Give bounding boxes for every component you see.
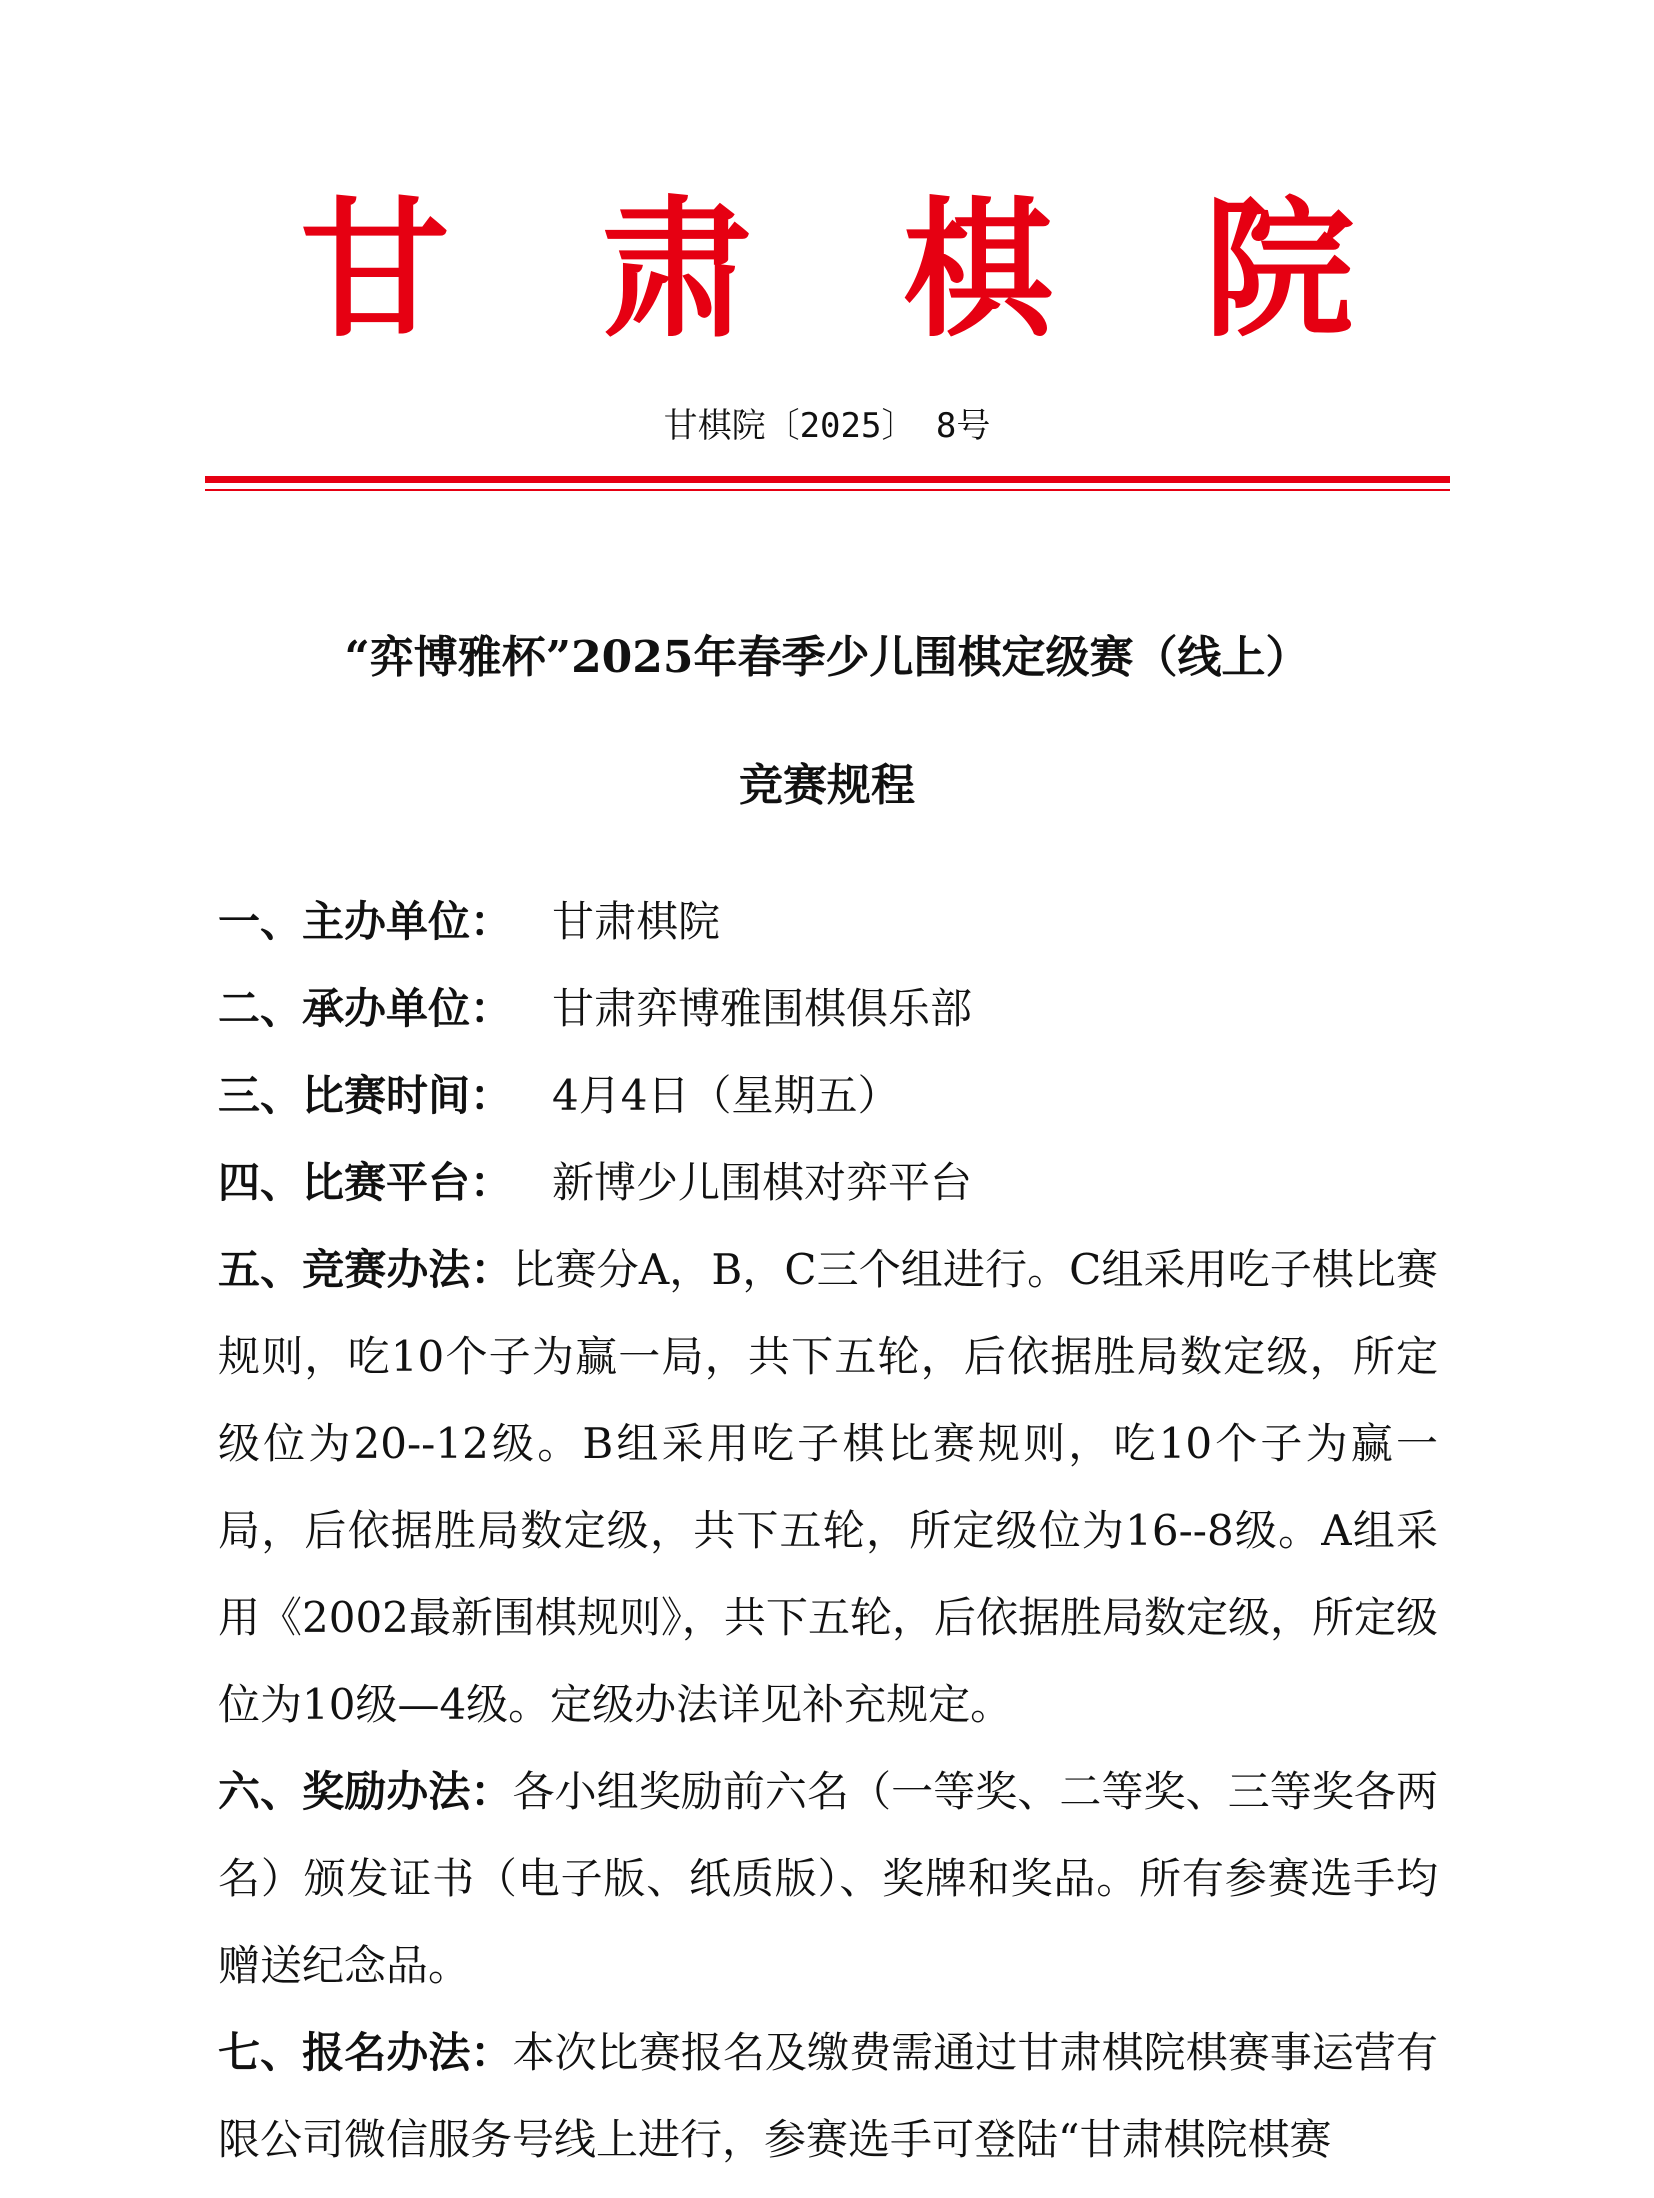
section-awards: [218, 1748, 1438, 2009]
section-text: 比赛分A，B，C三个组进行。C组采用吃子棋比赛规则，吃10个子为赢一局，共下五轮，后依据胜局数定级，所定级位为20--12级。B组采用吃子棋比赛规则，吃10个子为赢一局，后依据胜局数定级，共下五轮，所定级位为16--8级。A组采用《2002最新围棋规则》，共下五轮，后依据胜局数定级，所定级位为10级—4级。定级办法详见补充规定。: [218, 1245, 1438, 1729]
section-text: 各小组奖励前六名（一等奖、二等奖、三等奖各两名）颁发证书（电子版、纸质版）、奖牌和奖品。所有参赛选手均赠送纪念品。: [218, 1767, 1438, 1990]
org-name-char: 肃: [601, 182, 752, 358]
section-text: 甘肃弈博雅围棋俱乐部: [552, 984, 973, 1033]
section-label: 三、比赛时间：: [218, 1071, 513, 1120]
section-date: [218, 1052, 1438, 1139]
section-text: 本次比赛报名及缴费需通过甘肃棋院棋赛事运营有限公司微信服务号线上进行，参赛选手可登陆“甘肃棋院棋赛: [218, 2028, 1438, 2164]
section-organizer: [218, 878, 1438, 965]
document-subtitle: 竞赛规程: [739, 760, 915, 811]
section-label: 七、报名办法：: [218, 2028, 513, 2077]
org-name-char: 棋: [902, 182, 1053, 358]
org-name-header: [300, 180, 1354, 360]
section-text: 新博少儿围棋对弈平台: [552, 1158, 973, 1207]
section-registration: [218, 2009, 1438, 2183]
section-label: 四、比赛平台：: [218, 1158, 513, 1207]
org-name-char: 甘: [300, 182, 451, 358]
section-label: 五、竞赛办法：: [218, 1245, 513, 1294]
section-co-organizer: [218, 965, 1438, 1052]
section-competition-method: [218, 1226, 1438, 1748]
header-divider-thick: [205, 476, 1450, 483]
section-label: 一、主办单位：: [218, 897, 513, 946]
document-body: [218, 878, 1438, 2183]
section-text: 甘肃棋院: [552, 897, 721, 946]
section-label: 二、承办单位：: [218, 984, 513, 1033]
header-divider-thin: [205, 489, 1450, 491]
org-name-char: 院: [1203, 182, 1354, 358]
document-title: “弈博雅杯”2025年春季少儿围棋定级赛（线上）: [344, 632, 1310, 683]
section-platform: [218, 1139, 1438, 1226]
section-text: 4月4日（星期五）: [552, 1071, 900, 1120]
document-number: 甘棋院〔2025〕 8号: [663, 406, 991, 446]
section-label: 六、奖励办法：: [218, 1767, 513, 1816]
